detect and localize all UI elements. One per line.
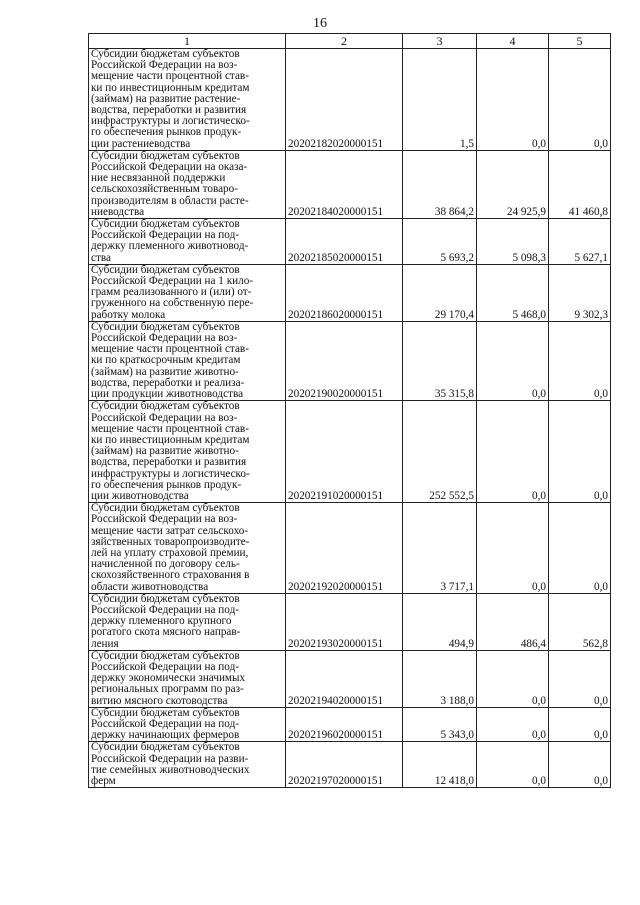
description-line: работку молока <box>91 308 166 321</box>
description-line: Субсидии бюджетам субъектов <box>91 502 240 515</box>
amount-column-4: 486,4 <box>477 593 549 650</box>
amount-column-4: 0,0 <box>477 49 549 151</box>
description-line: Российской Федерации на под- <box>91 660 239 673</box>
description-line: инфраструктуры и логистическо- <box>91 467 250 480</box>
description-line: скохозяйственного страхования в <box>91 569 250 582</box>
description-line: производителям в области расте- <box>91 194 249 207</box>
description-line: Российской Федерации на разви- <box>91 752 249 765</box>
amount-column-3: 38 864,2 <box>403 150 477 218</box>
amount-column-4: 0,0 <box>477 321 549 400</box>
table-body <box>89 34 611 788</box>
description-line: Субсидии бюджетам субъектов <box>91 707 240 719</box>
description-line: го обеспечения рынков продук- <box>91 126 242 139</box>
description-line: региональных программ по раз- <box>91 683 244 696</box>
amount-column-5: 0,0 <box>549 49 611 151</box>
amount-column-3: 12 418,0 <box>403 742 477 788</box>
description-line: (займам) на развитие животно- <box>91 365 239 378</box>
amount-column-5: 562,8 <box>549 593 611 650</box>
budget-classification-code: 20202184020000151 <box>286 150 403 218</box>
amount-column-5: 0,0 <box>549 401 611 503</box>
amount-column-5: 9 302,3 <box>549 264 611 321</box>
description-line: зяйственных товаропроизводите- <box>91 535 250 548</box>
amount-column-5: 0,0 <box>549 707 611 742</box>
table-row <box>89 49 611 151</box>
page-number: 16 <box>313 16 327 31</box>
table-row <box>89 401 611 503</box>
description-line: области животноводства <box>91 580 209 593</box>
table-row <box>89 503 611 594</box>
description-line: рогатого скота мясного направ- <box>91 626 241 639</box>
budget-classification-code: 20202194020000151 <box>286 650 403 707</box>
description-line: ки по инвестиционным кредитам <box>91 433 250 446</box>
amount-column-3: 3 188,0 <box>403 650 477 707</box>
description-line: Российской Федерации на оказа- <box>91 161 248 174</box>
description-line: ки по краткосрочным кредитам <box>91 354 241 367</box>
amount-column-5: 0,0 <box>549 742 611 788</box>
column-header-5: 5 <box>549 34 611 49</box>
description-line: Российской Федерации на 1 кило- <box>91 275 254 288</box>
amount-column-5: 5 627,1 <box>549 219 611 265</box>
table-row <box>89 150 611 218</box>
amount-column-5: 0,0 <box>549 650 611 707</box>
description-line: Субсидии бюджетам субъектов <box>91 218 240 231</box>
amount-column-3: 35 315,8 <box>403 321 477 400</box>
table-row <box>89 707 611 742</box>
description-line: го обеспечения рынков продук- <box>91 478 242 491</box>
description-line: Российской Федерации на воз- <box>91 513 238 526</box>
amount-column-4: 5 098,3 <box>477 219 549 265</box>
description-line: держку экономически значимых <box>91 672 246 685</box>
amount-column-4: 5 468,0 <box>477 264 549 321</box>
budget-classification-code: 20202191020000151 <box>286 401 403 503</box>
description-line: Российской Федерации на воз- <box>91 59 238 72</box>
description-line: ки по инвестиционным кредитам <box>91 81 250 94</box>
subsidy-description <box>89 742 286 788</box>
description-line: Российской Федерации на под- <box>91 229 239 242</box>
subsidy-description <box>89 401 286 503</box>
amount-column-4: 24 925,9 <box>477 150 549 218</box>
description-line: держку племенного животновод- <box>91 240 249 253</box>
amount-column-4: 0,0 <box>477 742 549 788</box>
amount-column-3: 5 693,2 <box>403 219 477 265</box>
description-line: держку племенного крупного <box>91 615 232 628</box>
amount-column-3: 1,5 <box>403 49 477 151</box>
description-line: Российской Федерации на под- <box>91 717 239 730</box>
budget-classification-code: 20202190020000151 <box>286 321 403 400</box>
amount-column-5: 0,0 <box>549 503 611 594</box>
column-header-2: 2 <box>286 34 403 49</box>
amount-column-4: 0,0 <box>477 401 549 503</box>
description-line: Субсидии бюджетам субъектов <box>91 48 240 60</box>
description-line: держку начинающих фермеров <box>91 729 240 742</box>
amount-column-3: 252 552,5 <box>403 401 477 503</box>
budget-classification-code: 20202193020000151 <box>286 593 403 650</box>
description-line: ние несвязанной поддержки <box>91 172 226 185</box>
description-line: Российской Федерации на под- <box>91 603 239 616</box>
column-header-3: 3 <box>403 34 477 49</box>
subsidy-description <box>89 593 286 650</box>
description-line: Субсидии бюджетам субъектов <box>91 593 240 605</box>
description-line: Субсидии бюджетам субъектов <box>91 264 240 276</box>
column-header-4: 4 <box>477 34 549 49</box>
amount-column-4: 0,0 <box>477 503 549 594</box>
amount-column-3: 494,9 <box>403 593 477 650</box>
description-line: мещение части затрат сельскохо- <box>91 524 249 537</box>
description-line: ления <box>91 637 119 650</box>
description-line: Субсидии бюджетам субъектов <box>91 400 240 413</box>
amount-column-4: 0,0 <box>477 707 549 742</box>
subsidy-description <box>89 650 286 707</box>
table-row <box>89 650 611 707</box>
subsidy-description <box>89 219 286 265</box>
amount-column-3: 3 717,1 <box>403 503 477 594</box>
description-line: мещение части процентной став- <box>91 422 249 435</box>
subsidy-description <box>89 503 286 594</box>
amount-column-3: 29 170,4 <box>403 264 477 321</box>
amount-column-3: 5 343,0 <box>403 707 477 742</box>
description-line: начисленной по договору сель- <box>91 558 240 571</box>
amount-column-5: 0,0 <box>549 321 611 400</box>
description-line: Субсидии бюджетам субъектов <box>91 650 240 662</box>
budget-classification-code: 20202192020000151 <box>286 503 403 594</box>
description-line: Российской Федерации на воз- <box>91 332 238 345</box>
subsidy-description <box>89 150 286 218</box>
table-row <box>89 742 611 788</box>
description-line: ции растениеводства <box>91 137 191 150</box>
description-line: ции продукции животноводства <box>91 388 244 401</box>
description-line: Российской Федерации на воз- <box>91 411 238 424</box>
subsidy-description <box>89 49 286 151</box>
description-line: инфраструктуры и логистическо- <box>91 115 250 128</box>
description-line: Субсидии бюджетам субъектов <box>91 150 240 162</box>
description-line: витию мясного скотоводства <box>91 694 228 707</box>
description-line: Субсидии бюджетам субъектов <box>91 321 240 333</box>
description-line: мещение части процентной став- <box>91 343 249 356</box>
description-line: (займам) на развитие животно- <box>91 445 239 458</box>
description-line: Субсидии бюджетам субъектов <box>91 741 240 754</box>
description-line: груженного на собственную пере- <box>91 297 254 310</box>
description-line: ции животноводства <box>91 489 189 502</box>
column-header-1: 1 <box>89 34 286 49</box>
subsidy-description <box>89 321 286 400</box>
description-line: лей на уплату страховой премии, <box>91 546 249 559</box>
budget-classification-code: 20202186020000151 <box>286 264 403 321</box>
subsidy-description <box>89 707 286 742</box>
table-row <box>89 219 611 265</box>
description-line: ства <box>91 251 111 264</box>
amount-column-5: 41 460,8 <box>549 150 611 218</box>
table-row <box>89 593 611 650</box>
budget-classification-code: 20202196020000151 <box>286 707 403 742</box>
table-row <box>89 264 611 321</box>
description-line: водства, переработки и реализа- <box>91 376 245 389</box>
description-line: (займам) на развитие растение- <box>91 92 241 105</box>
description-line: сельскохозяйственным товаро- <box>91 183 238 196</box>
description-line: грамм реализованного и (или) от- <box>91 286 252 299</box>
budget-classification-code: 20202197020000151 <box>286 742 403 788</box>
budget-classification-code: 20202182020000151 <box>286 49 403 151</box>
description-line: тие семейных животноводческих <box>91 763 250 776</box>
description-line: ферм <box>91 775 116 787</box>
amount-column-4: 0,0 <box>477 650 549 707</box>
table-header-row <box>89 34 611 49</box>
description-line: водства, переработки и развития <box>91 104 247 117</box>
description-line: мещение части процентной став- <box>91 70 249 83</box>
subsidy-description <box>89 264 286 321</box>
budget-classification-code: 20202185020000151 <box>286 219 403 265</box>
table-row <box>89 321 611 400</box>
description-line: ниеводства <box>91 205 145 218</box>
description-line: водства, переработки и развития <box>91 456 247 469</box>
budget-subsidies-table <box>88 33 611 788</box>
